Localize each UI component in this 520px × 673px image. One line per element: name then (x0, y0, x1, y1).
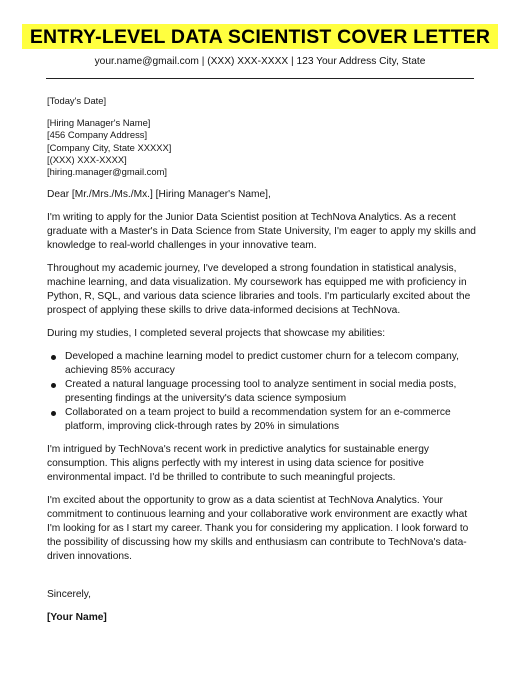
bullet-icon (51, 355, 56, 360)
closing-line: Sincerely, (47, 589, 91, 601)
letter-body (47, 95, 477, 625)
bullet-text: Developed a machine learning model to predict customer churn for a telecom company, achieving 85% accuracy (65, 351, 459, 377)
list-item (47, 350, 477, 378)
recipient-name: [Hiring Manager's Name] (47, 117, 151, 129)
bullet-text: Created a natural language processing tool to analyze sentiment in social media posts, presenting findings at the university's data science symposium (65, 379, 457, 405)
recipient-street: [456 Company Address] (47, 129, 148, 141)
document-title: ENTRY-LEVEL DATA SCIENTIST COVER LETTER (22, 24, 498, 49)
bullet-text: Collaborated on a team project to build a recommendation system for an e-commerce platform, improving click-through rates by 20% in simulations (65, 407, 451, 433)
closing-paragraph: I'm excited about the opportunity to grow as a data scientist at TechNova Analytics. Your commitment to continuous learning and your collaborative work environment are exactly what I'm looking for as I start my career. Thank you for considering my application. I look forward to the possibility of discussing how my skills and enthusiasm can contribute to TechNova's data-driven innovations. (47, 495, 469, 563)
salutation: Dear [Mr./Mrs./Ms./Mx.] [Hiring Manager's Name], (47, 189, 271, 201)
skills-paragraph: Throughout my academic journey, I've developed a strong foundation in statistical analysis, machine learning, and data visualization. My coursework has equipped me with proficiency in Python, R, SQL, and various data science libraries and tools. I'm particularly excited about the prospect of applying these skills to drive data-informed decisions at TechNova. (47, 263, 471, 317)
recipient-city-state: [Company City, State XXXXX] (47, 141, 172, 153)
signature-name: [Your Name] (47, 612, 107, 624)
title-wrapper (0, 24, 520, 49)
intro-paragraph: I'm writing to apply for the Junior Data Scientist position at TechNova Analytics. As a recent graduate with a Master's in Data Science from State University, I'm eager to apply my skills and knowledge to real-world challenges in your innovative team. (47, 212, 476, 252)
letter-date: [Today's Date] (47, 95, 107, 106)
recipient-email: [hiring.manager@gmail.com] (47, 166, 167, 178)
bullet-icon (51, 383, 56, 388)
header-divider (46, 78, 474, 79)
projects-bullet-list (47, 350, 477, 434)
company-interest-paragraph: I'm intrigued by TechNova's recent work in predictive analytics for sustainable energy consumption. This aligns perfectly with my interest in using data science for positive environmental impact. I'd be thrilled to contribute to such meaningful projects. (47, 444, 429, 484)
bullet-icon (51, 411, 56, 416)
list-item (47, 406, 477, 434)
recipient-phone: [(XXX) XXX-XXXX] (47, 153, 127, 165)
recipient-address-block (47, 117, 477, 178)
contact-line: your.name@gmail.com | (XXX) XXX-XXXX | 123 Your Address City, State (94, 56, 426, 67)
list-item (47, 378, 477, 406)
projects-intro-paragraph: During my studies, I completed several projects that showcase my abilities: (47, 328, 386, 340)
